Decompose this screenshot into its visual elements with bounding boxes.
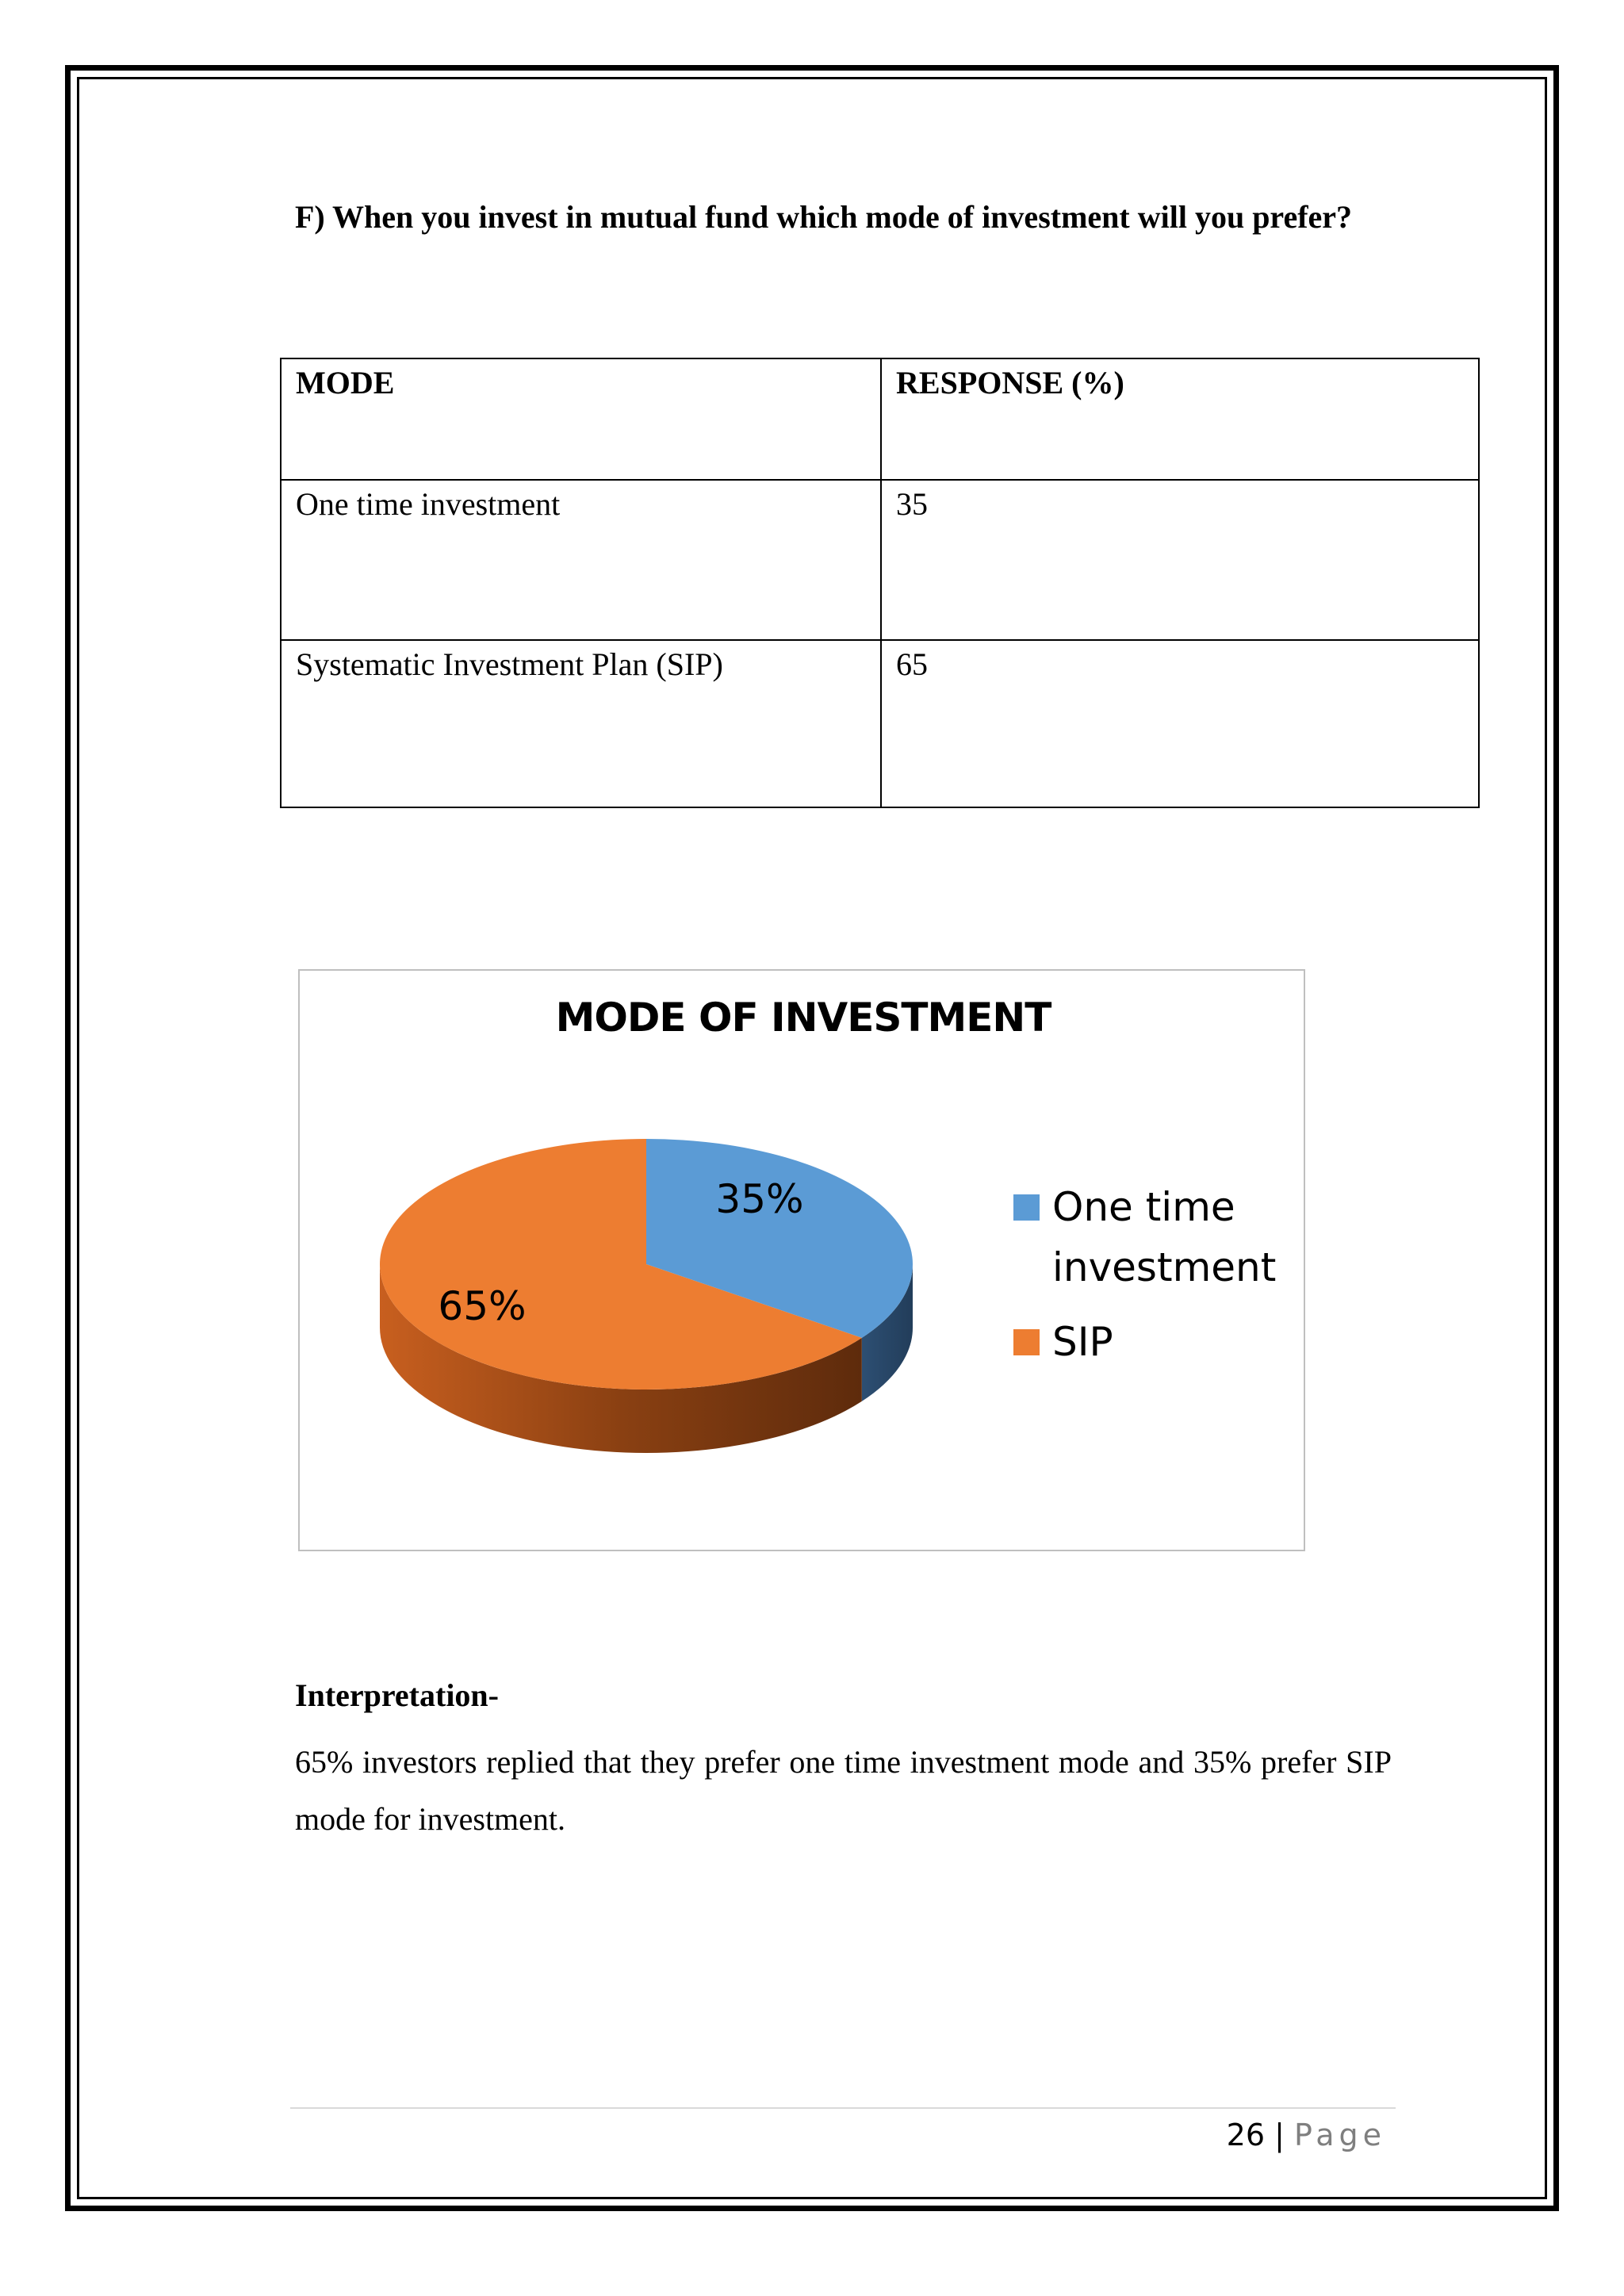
pie-data-label: 65% <box>438 1283 527 1329</box>
page-footer <box>1110 2118 1386 2152</box>
interpretation-text: 65% investors replied that they prefer one time investment mode and 35% prefer SIP mode for investment. <box>295 1744 1392 1837</box>
response-table <box>280 358 1480 808</box>
legend-swatch <box>1013 1194 1040 1221</box>
table-cell: One time investment <box>281 480 881 640</box>
table-header-cell: MODE <box>281 358 881 480</box>
pie-data-label: 35% <box>715 1176 804 1222</box>
chart-legend <box>1013 1177 1290 1386</box>
table-header-cell: RESPONSE (%) <box>881 358 1479 480</box>
page-word: Page <box>1294 2118 1386 2152</box>
table-row <box>281 640 1479 807</box>
table-cell: 35 <box>881 480 1479 640</box>
footer-divider <box>290 2107 1396 2109</box>
legend-label: One time investment <box>1052 1184 1277 1290</box>
footer-separator: | <box>1274 2118 1285 2152</box>
chart-title: MODE OF INVESTMENT <box>555 995 1051 1041</box>
legend-item <box>1013 1312 1290 1372</box>
table-row <box>281 480 1479 640</box>
legend-label: SIP <box>1052 1319 1113 1365</box>
table-cell: Systematic Investment Plan (SIP) <box>281 640 881 807</box>
interpretation-heading: Interpretation- <box>295 1677 499 1713</box>
legend-item <box>1013 1177 1290 1297</box>
page-number: 26 <box>1226 2118 1265 2152</box>
question-heading: F) When you invest in mutual fund which mode of investment will you prefer? <box>295 199 1353 235</box>
legend-swatch <box>1013 1329 1040 1355</box>
pie-chart <box>298 969 1305 1551</box>
table-cell: 65 <box>881 640 1479 807</box>
table-header-row <box>281 358 1479 480</box>
